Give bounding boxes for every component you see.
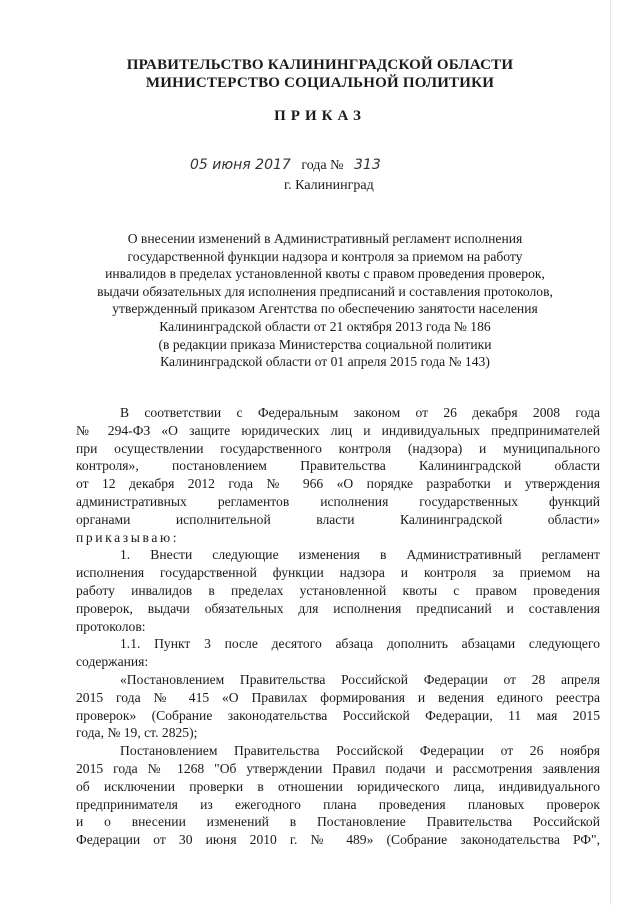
body-line: 1. Внести следующие изменения в Административный регламент	[120, 547, 600, 563]
body-line: контроля», постановлением Правительства Калининградской области	[76, 458, 600, 474]
scan-edge-line	[610, 0, 611, 905]
title-line: инвалидов в пределах установленной квоты с правом проведения проверок,	[105, 266, 545, 282]
body-line: проверок, выдачи обязательных для исполнения предписаний и составления	[76, 600, 600, 616]
handwritten-number: 313	[354, 157, 381, 173]
title-line: выдачи обязательных для исполнения предписаний и составления протоколов,	[97, 283, 553, 299]
year-number-label: года №	[301, 158, 344, 173]
body-line: содержания:	[76, 654, 149, 670]
body-line: приказываю:	[76, 529, 180, 545]
body-line: и о внесении изменений в Постановление Правительства Российской	[76, 814, 600, 830]
handwritten-date: 05 июня 2017	[190, 157, 291, 173]
body-line: 2015 года № 415 «О Правилах формирования и ведения единого реестра	[76, 689, 600, 705]
body-line: от 12 декабря 2012 года № 966 «О порядке разработки и утверждения	[76, 476, 600, 492]
city: г. Калининград	[284, 178, 374, 193]
body-line: «Постановлением Правительства Российской Федерации от 28 апреля	[120, 671, 600, 687]
body-line: года, № 19, ст. 2825);	[76, 725, 198, 741]
document-type: ПРИКАЗ	[274, 108, 366, 124]
body-line: при осуществлении государственного контроля (надзора) и муниципального	[76, 440, 600, 456]
body-line: предпринимателя из ежегодного плана проведения плановых проверок	[76, 796, 600, 812]
date-line	[190, 156, 381, 175]
body-line: проверок» (Собрание законодательства Российской Федерации, 11 мая 2015	[76, 707, 600, 723]
document-body	[76, 404, 600, 849]
title-line: государственной функции надзора и контроля за приемом на работу	[127, 248, 523, 264]
title-line: Калининградской области от 01 апреля 2015 года № 143)	[160, 354, 490, 370]
body-line: № 294-ФЗ «О защите юридических лиц и индивидуальных предпринимателей	[76, 422, 600, 438]
header-ministry: МИНИСТЕРСТВО СОЦИАЛЬНОЙ ПОЛИТИКИ	[145, 75, 495, 91]
title-line: утвержденный приказом Агентства по обеспечению занятости населения	[112, 301, 538, 317]
body-line: В соответствии с Федеральным законом от 26 декабря 2008 года	[120, 405, 600, 420]
body-line: административных регламентов исполнения государственных функций	[76, 493, 600, 509]
body-line: работу инвалидов в пределах установленной квоты с правом проведения	[76, 582, 600, 598]
body-line: об исключении проверки в отношении юридического лица, индивидуального	[76, 778, 600, 794]
body-line: органами исполнительной власти Калининградской области»	[76, 511, 600, 527]
header-government: ПРАВИТЕЛЬСТВО КАЛИНИНГРАДСКОЙ ОБЛАСТИ	[126, 57, 514, 73]
document-title	[90, 230, 560, 371]
body-line: исполнения государственной функции надзора и контроля за приемом на	[76, 565, 600, 581]
body-line: 1.1. Пункт 3 после десятого абзаца дополнить абзацами следующего	[120, 636, 600, 652]
body-line: Постановлением Правительства Российской Федерации от 26 ноября	[120, 743, 600, 759]
title-line: (в редакции приказа Министерства социальной политики	[158, 336, 492, 352]
title-line: Калининградской области от 21 октября 2013 года № 186	[159, 318, 491, 334]
body-line: 2015 года № 1268 "Об утверждении Правил подачи и рассмотрения заявления	[76, 760, 600, 776]
title-line: О внесении изменений в Административный регламент исполнения	[127, 231, 523, 246]
body-line: протоколов:	[76, 618, 146, 634]
body-line: Федерации от 30 июня 2010 г. № 489» (Собрание законодательства РФ",	[76, 832, 600, 848]
